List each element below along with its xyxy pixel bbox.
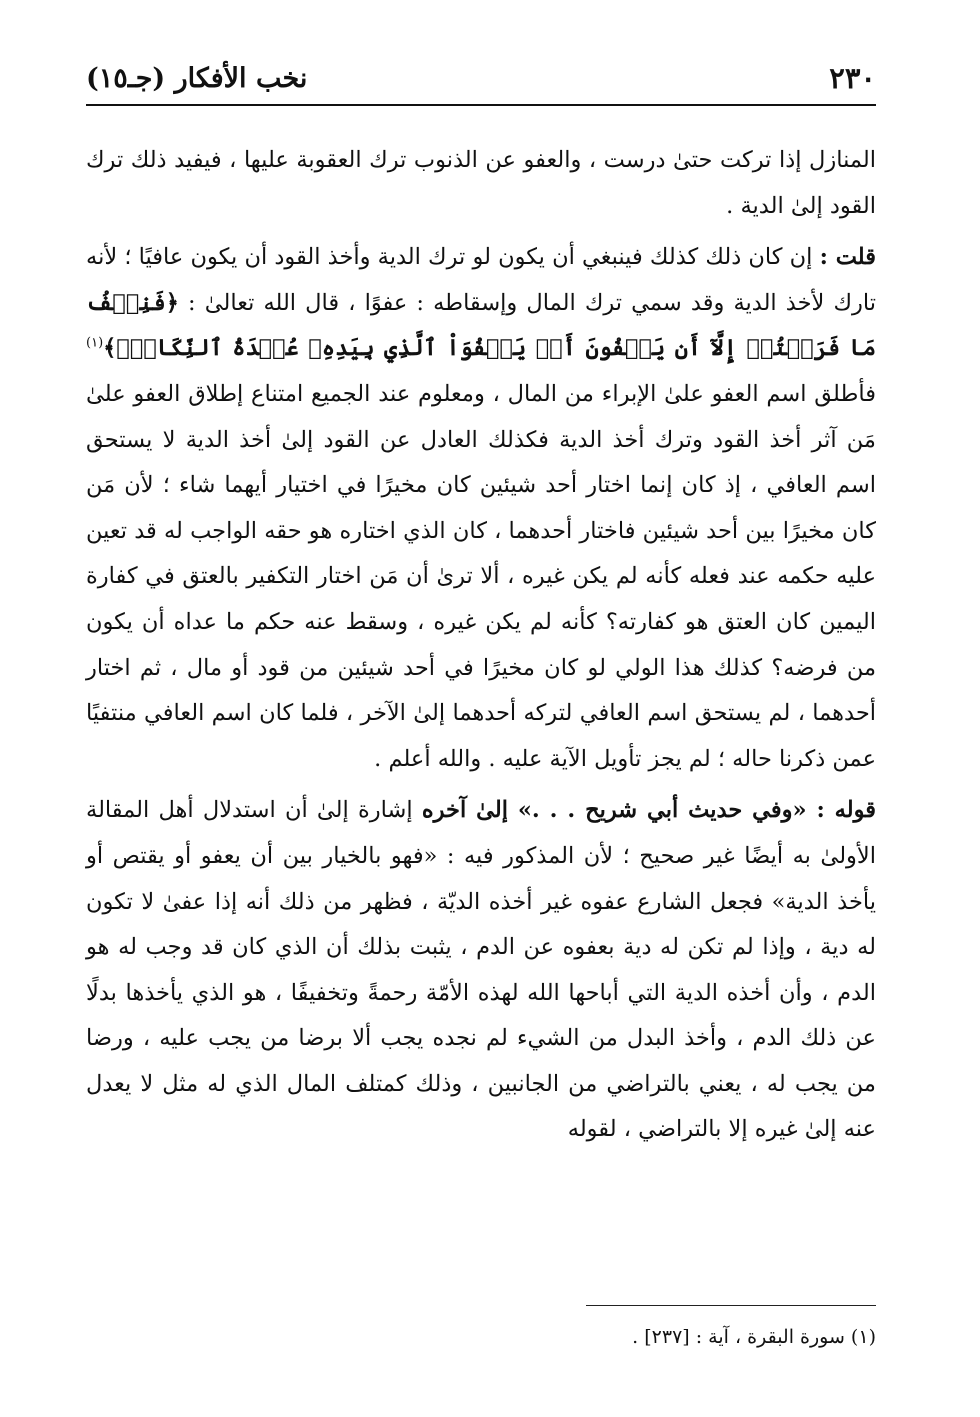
page-number: ٢٣٠: [829, 61, 876, 95]
footnote: (١) سورة البقرة ، آية : [٢٣٧] .: [632, 1326, 876, 1348]
book-title: نخب الأفكار (جـ١٥): [86, 62, 308, 94]
running-header: [86, 58, 876, 98]
paragraph-text: إن كان ذلك كذلك فينبغي أن يكون لو ترك الدية وأخذ القود أن يكون عافيًا ؛ لأنه تارك لأخذ الدية وقد سمي ترك المال وإسقاطه : عفوًا ، قال الله تعالىٰ :: [86, 244, 876, 316]
footnote-divider: [586, 1305, 876, 1306]
paragraph-2: [86, 235, 876, 782]
paragraph-lead: قوله : «وفي حديث أبي شريح . . .» إلىٰ آخره: [421, 797, 876, 824]
main-text: [86, 138, 876, 1153]
header-divider: [86, 104, 876, 106]
book-page: [86, 52, 876, 1382]
paragraph-text: إشارة إلىٰ أن استدلال أهل المقالة الأولىٰ به أيضًا غير صحيح ؛ لأن المذكور فيه : «فهو بالخيار بين أن يعفو أو يقتص أو يأخذ الدية» فجعل الشارع عفوه غير أخذه الديّة ، فظهر من ذلك أنه إذا عفىٰ لا تكون له دية ، وإذا لم تكن له دية بعفوه عن الدم ، يثبت بذلك أن الذي كان قد وجب له هو الدم ، وأن أخذه الدية التي أباحها الله لهذه الأمّة رحمةً وتخفيفًا ، هو الذي يأخذها بدلًا عن ذلك الدم ، وأخذ البدل من الشيء لم نجده يجب ألا برضا من يجب عليه ، ورضا من يجب له ، يعني بالتراضي من الجانبين ، وذلك كمتلف المال الذي له مثل لا يعدل عنه إلىٰ غيره إلا بالتراضي ، لقوله: [86, 797, 876, 1143]
paragraph-lead: قلت :: [819, 244, 877, 271]
paragraph-3: [86, 788, 876, 1153]
paragraph-text: فأطلق اسم العفو علىٰ الإبراء من المال ، ومعلوم عند الجميع امتناع إطلاق العفو علىٰ مَن آثر أخذ القود وترك أخذ الدية فكذلك العادل عن القود إلىٰ أخذ الدية لا يستحق اسم العافي ، إذ كان إنما اختار أحد شيئين كان مخيرًا في اختيار أيهما شاء ؛ لأن مَن كان مخيرًا بين أحد شيئين فاختار أحدهما ، كان الذي اختاره هو حقه الواجب له قد تعين عليه حكمه عند فعله كأنه لم يكن غيره ، ألا ترىٰ أن مَن اختار التكفير بالعتق في كفارة اليمين كان العتق هو كفارته؟ كأنه لم يكن غيره ، وسقط عنه حكم ما عداه أن يكون من فرضه؟ كذلك هذا الولي لو كان مخيرًا في أحد شيئين من قود أو مال ، ثم اختار أحدهما ، لم يستحق اسم العافي لتركه أحدهما إلىٰ الآخر ، فلما كان اسم العافي منتفيًا عمن ذكرنا حاله ؛ لم يجز تأويل الآية عليه . والله أعلم .: [86, 380, 876, 772]
paragraph-1: [86, 138, 876, 229]
footnote-marker[interactable]: (١): [86, 335, 104, 351]
quran-verse: ﴿فَنِصۡفُ مَا فَرَضۡتُمۡ إِلَّآ أَن يَعۡفُونَ أَوۡ يَعۡفُوَاْ ٱلَّذِي بِيَدِهِۦ عُقۡدَةُ ٱلنِّكَاحِۚ﴾: [86, 289, 876, 362]
paragraph-text: المنازل إذا تركت حتىٰ درست ، والعفو عن الذنوب ترك العقوبة عليها ، فيفيد ذلك ترك القود إلىٰ الدية .: [86, 147, 876, 219]
